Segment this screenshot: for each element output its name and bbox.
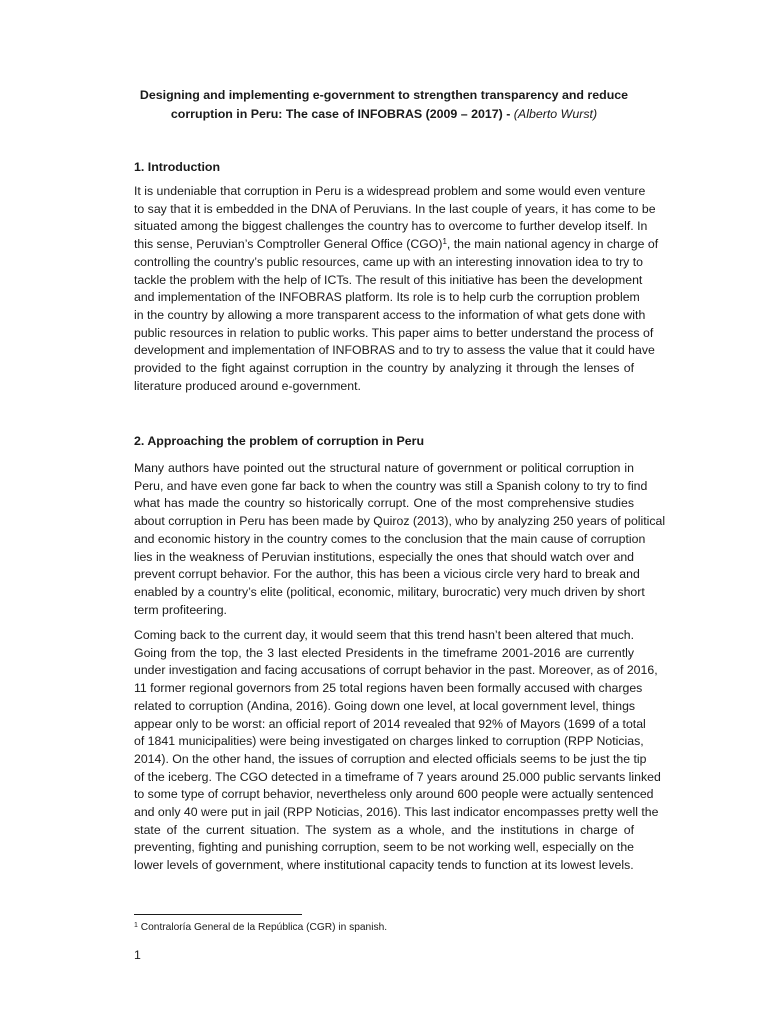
paragraph-line: 2014). On the other hand, the issues of corruption and elected officials seems to be just the tip xyxy=(134,751,647,766)
line-text-tail: , the main national agency in charge of xyxy=(446,237,659,252)
paragraph-line: lies in the weakness of Peruvian institutions, especially the ones that should watch over and xyxy=(134,549,634,564)
section-2-heading: 2. Approaching the problem of corruption in Peru xyxy=(134,434,425,448)
paragraph-line: tackle the problem with the help of ICTs. The result of this initiative has been the development xyxy=(134,272,643,287)
footnote-marker: 1 xyxy=(134,922,138,929)
paragraph-line: of the iceberg. The CGO detected in a timeframe of 7 years around 25.000 public servants linked xyxy=(134,769,661,784)
line-text: this sense, Peruvian’s Comptroller General Office (CGO) xyxy=(134,237,443,252)
paragraph-line: public resources in relation to public works. This paper aims to better understand the process of xyxy=(134,325,654,340)
author-name: (Alberto Wurst) xyxy=(513,107,598,121)
paragraph-line: and economic history in the country comes to the conclusion that the main cause of corruption xyxy=(134,531,646,546)
paragraph-line: Peru, and have even gone far back to when the country was still a Spanish colony to try to find xyxy=(134,478,648,493)
paragraph-line: development and implementation of INFOBRAS and to try to assess the value that it could have xyxy=(134,343,655,358)
paragraph-line: of 1841 municipalities) were being investigated on charges linked to corruption (RPP Noticias, xyxy=(134,734,644,749)
paragraph-line: what has made the country so historically corrupt. One of the most comprehensive studies xyxy=(134,496,634,511)
paragraph-line: related to corruption (Andina, 2016). Going down one level, at local government level, things xyxy=(134,698,636,713)
paragraph-line: to some type of corrupt behavior, nevertheless only around 600 people were actually sentenced xyxy=(134,787,654,802)
paragraph-line: appear only to be worst: an official report of 2014 revealed that 92% of Mayors (1699 of a total xyxy=(134,716,646,731)
paragraph-line: to say that it is embedded in the DNA of Peruvians. In the last couple of years, it has come to be xyxy=(134,201,656,216)
paragraph-line: preventing, fighting and punishing corruption, seem to be not working well, especially on the xyxy=(134,840,634,855)
paragraph-line: enabled by a country’s elite (political, economic, military, burocratic) very much driven by short xyxy=(134,584,645,599)
paragraph-line: and implementation of the INFOBRAS platform. Its role is to help curb the corruption problem xyxy=(134,290,640,305)
footnote-divider xyxy=(134,914,302,915)
footnote-text: Contraloría General de la República (CGR) in spanish. xyxy=(140,922,388,933)
paragraph-line: under investigation and facing accusations of corrupt behavior in the past. Moreover, as of 2016, xyxy=(134,663,658,678)
title-line-2: corruption in Peru: The case of INFOBRAS (2009 – 2017) - xyxy=(170,107,511,121)
section-2-paragraph-1 xyxy=(134,460,666,619)
page-number: 1 xyxy=(134,948,141,962)
paragraph-line: It is undeniable that corruption in Peru is a widespread problem and some would even venture xyxy=(134,184,646,198)
paragraph-line: in the country by allowing a more transparent access to the information of what gets done with xyxy=(134,307,646,322)
section-1-paragraph xyxy=(134,183,659,395)
footnote-ref: 1 xyxy=(442,237,447,247)
paragraph-line: lower levels of government, where institutional capacity tends to function at its lowest levels. xyxy=(134,858,634,873)
footnote xyxy=(134,921,387,935)
paragraph-line: state of the current situation. The system as a whole, and the institutions in charge of xyxy=(134,822,634,837)
paragraph-line: controlling the country’s public resources, came up with an interesting innovation idea to try to xyxy=(134,254,644,269)
paragraph-line: literature produced around e-government. xyxy=(134,378,361,393)
paragraph-line: Going from the top, the 3 last elected Presidents in the timeframe 2001-2016 are currently xyxy=(134,645,634,660)
paragraph-line: Coming back to the current day, it would seem that this trend hasn’t been altered that much. xyxy=(134,628,634,642)
title-line-1: Designing and implementing e-government to strengthen transparency and reduce xyxy=(139,88,629,102)
paragraph-line-with-footnote xyxy=(134,236,659,254)
paragraph-line: about corruption in Peru has been made by Quiroz (2013), who by analyzing 250 years of political xyxy=(134,514,666,529)
paragraph-line: 11 former regional governors from 25 total regions haven been formally accused with charges xyxy=(134,681,643,696)
paragraph-line: situated among the biggest challenges the country has to overcome to further develop itself. In xyxy=(134,219,648,234)
paragraph-line: Many authors have pointed out the structural nature of government or political corruption in xyxy=(134,461,634,475)
section-1-heading: 1. Introduction xyxy=(134,160,221,174)
paragraph-line: prevent corrupt behavior. For the author, this has been a vicious circle very hard to break and xyxy=(134,567,640,582)
paragraph-line: provided to the fight against corruption in the country by analyzing it through the lenses of xyxy=(134,361,634,376)
paragraph-line: and only 40 were put in jail (RPP Noticias, 2016). This last indicator encompasses pretty well the xyxy=(134,805,659,820)
paper-title xyxy=(134,86,634,124)
paragraph-line: term profiteering. xyxy=(134,602,227,617)
section-2-paragraph-2 xyxy=(134,627,661,875)
